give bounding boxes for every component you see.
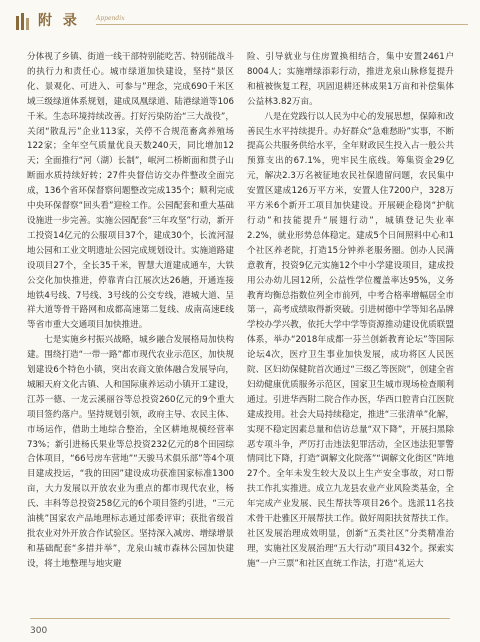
footer-rule xyxy=(30,618,450,619)
section-title: 附 录 xyxy=(38,13,80,29)
left-column xyxy=(27,50,234,610)
page-header xyxy=(0,0,480,40)
right-column xyxy=(247,50,454,610)
paragraph: 八是在党践行以人民为中心的发展思想，保障和改善民生水平持续提升。办好群众“急难愁盼”实事，不断提高公共服务供给水平，全年财政民生投入占一般公共预算支出的67.1%，兜牢民生底线。筹集资金29亿元，解决2.3万名被征地农民社保遗留问题，农民集中安置区建成126万平方米，安置人住7200户，328万平方米6个新开工项目加快建设。开展硬企稳岗“护航行动”和技能提升“展翅行动”，城镇登记失业率2.2%，就业形势总体稳定。建成5个日间照料中心和1个社区养老院，打造15分钟养老服务圈。创办人民满意教育，投资9亿元实施12个中小学建设项目，建成投用公办幼儿园12所，公益性学位覆盖率达95%，义务教育均衡总指数位列全市前列，中考合格率增幅居全市第一，高考成绩取得新突破。引进树德中学等知名品牌学校办学兴教，依托大学中学等资源推动建设优质联盟体系，举办“2018年成都一芬兰创新教育论坛”等国际论坛4次，医疗卫生事业加快发展，成功将区人民医院、区妇幼保健院首次通过“三级乙等医院”，创建全省妇幼健康优质服务示范区，国家卫生城市现场检查顺利通过。引进华西附二院合作办医，华西口腔青白江医院建成投用。社会大局持续稳定，推进“三张清单”化解，实现不稳定因素总量和信访总量“双下降”，开展扫黑除恶专项斗争，严厉打击违法犯罪活动，全区违法犯罪警情同比下降，打造“调解文化院落”“调解文化街区”阵地27个。全年未发生较大及以上生产安全事故，对口帮扶工作扎实推进。成立九龙县农业产业风险类基金，全年完成产业发展、民生帮扶等项目26个。选派11名技术骨干赴雅区开展帮扶工作。做好周阳扶贫帮扶工作。社区发展治理成效明显，创新“五类社区”分类精准治理，实施社区发展治理“五大行动”项目432个。探索实施“一户三票”和社区直统工作法，打造“礼运大 xyxy=(247,111,454,569)
page-footer xyxy=(0,612,480,642)
appendix-logo-icon xyxy=(14,10,36,32)
paragraph: 七是实施乡村振兴战略，城乡融合发展格局加快构建。围绕打造“一带一路”都市现代农业示范区，加快规划建设6个特色小镇，突出农商文旅体融合发展导向，城厢天府文化古镇、人和国际康养运动小镇开工建设，江苏一德、一龙云溪丽谷等总投资260亿元的9个重大项目签约落户。坚持规划引领，政府主导、农民主体、市场运作，借助土地综合整治，全区耕地规模经营率73%；新引进杨氏果业等总投资232亿元的8个田园综合体项目，“66号房车营地”“天骏马术俱乐部”等4个项目建成投运，“我的田园”建设成功获准国家标准1300亩，大力发展以开放农业为重点的都市现代农业，杨氏、丰科等总投资258亿元的6个项目签约引进，“三元油桃”国家农产品地理标志通过部委评审；获批省级首批农业对外开放合作试验区。坚持深入减房、增绿增景和基础配套“多措并举”，龙泉山城市森林公园加快建设，将土地整理与地灾避 xyxy=(27,335,234,569)
section-subtitle: Appendix xyxy=(96,15,125,22)
paragraph: 险、引导就业与住房置换相结合，集中安置2461户8004人；实施增绿添彩行动，推进龙泉山脉修复提升和植被恢复工程，巩固退耕还林成果1万亩和补偿集体公益林3.82万亩。 xyxy=(247,52,454,107)
paragraph: 分体视了乡镇、街道一线干部特别能吃苦、特别能战斗的执行力和责任心。城市绿道加快建设，坚持“景区化、景观化、可进入、可参与”理念，完成690千米区域三级绿道体系规划，建成凤凰绿道、陆港绿道等106千米。生态环境持续改善。打好污染防治“三大战役”，关闭“散乱污”企业113家，关停不合规范畜禽养殖场122家；全年空气质量优良天数240天，同比增加12天；全面推行“河（湖）长制”，岷河二桥断面和贯子山断面水质持续好转；27件央督信访交办件整改全面完成，136个省环保督察问题整改完成135个；顺利完成中央环保督察“回头看”迎检工作。公园配套和重大基础设施进一步完善。实施公园配套“三年攻坚”行动，新开工投资14亿元的公服项目37个，建成30个，长流河湿地公园和工业文明遗址公园完成规划设计。实施道路建设项目27个，全长35千米，智慧大道建成通车，大铁公交化加快推进，停靠青白江展次达26趟，开通连接地铁4号线、7号线、3号线的公交专线，港城大道、呈祥大道等骨干路网和成都高速第二复线、成南高速E线等省市重大交通项目加快推进。 xyxy=(27,52,234,331)
page-number: 300 xyxy=(30,626,48,636)
header-rule xyxy=(96,24,468,25)
